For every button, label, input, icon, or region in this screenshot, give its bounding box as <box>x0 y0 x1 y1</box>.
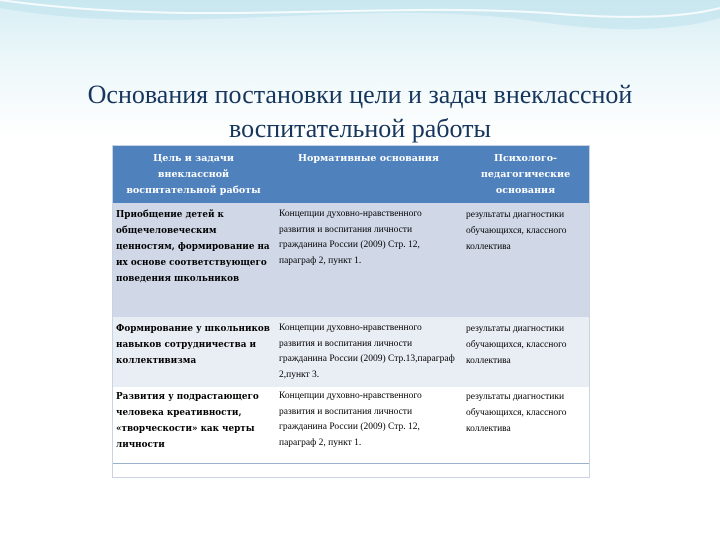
header-goal: Цель и задачи внеклассной воспитательной работы <box>112 145 275 203</box>
table-row <box>112 387 589 464</box>
normative-cell: Концепции духовно-нравственного развития и воспитания личности гражданина России (2009) Стр.13,параграф 2,пункт 3. <box>275 317 462 387</box>
goal-cell: Приобщение детей к общечеловеческим ценностям, формирование на их основе соответствующего поведения школьников <box>112 203 275 317</box>
normative-cell: Концепции духовно-нравственного развития и воспитания личности гражданина России (2009) Стр. 12, параграф 2, пункт 1. <box>275 387 462 464</box>
psychological-cell: результаты диагностики обучающихся, классного коллектива <box>462 203 589 317</box>
table-header-row <box>112 145 589 203</box>
psychological-cell: результаты диагностики обучающихся, классного коллектива <box>462 317 589 387</box>
goal-cell: Развития у подрастающего человека креативности, «творческости» как черты личности <box>112 387 275 464</box>
goal-cell: Формирование у школьников навыков сотрудничества и коллективизма <box>112 317 275 387</box>
decorative-wave <box>0 0 720 70</box>
table-row <box>112 203 589 317</box>
header-psychological: Психолого-педагогические основания <box>462 145 589 203</box>
slide-title-line-2: воспитательной работы <box>229 114 491 143</box>
slide-title <box>40 78 680 146</box>
table-row <box>112 317 589 387</box>
header-normative: Нормативные основания <box>275 145 462 203</box>
psychological-cell: результаты диагностики обучающихся, классного коллектива <box>462 387 589 464</box>
normative-cell: Концепции духовно-нравственного развития и воспитания личности гражданина России (2009) Стр. 12, параграф 2, пункт 1. <box>275 203 462 317</box>
slide-title-line-1: Основания постановки цели и задач внеклассной <box>87 80 633 109</box>
foundations-table <box>112 145 589 464</box>
